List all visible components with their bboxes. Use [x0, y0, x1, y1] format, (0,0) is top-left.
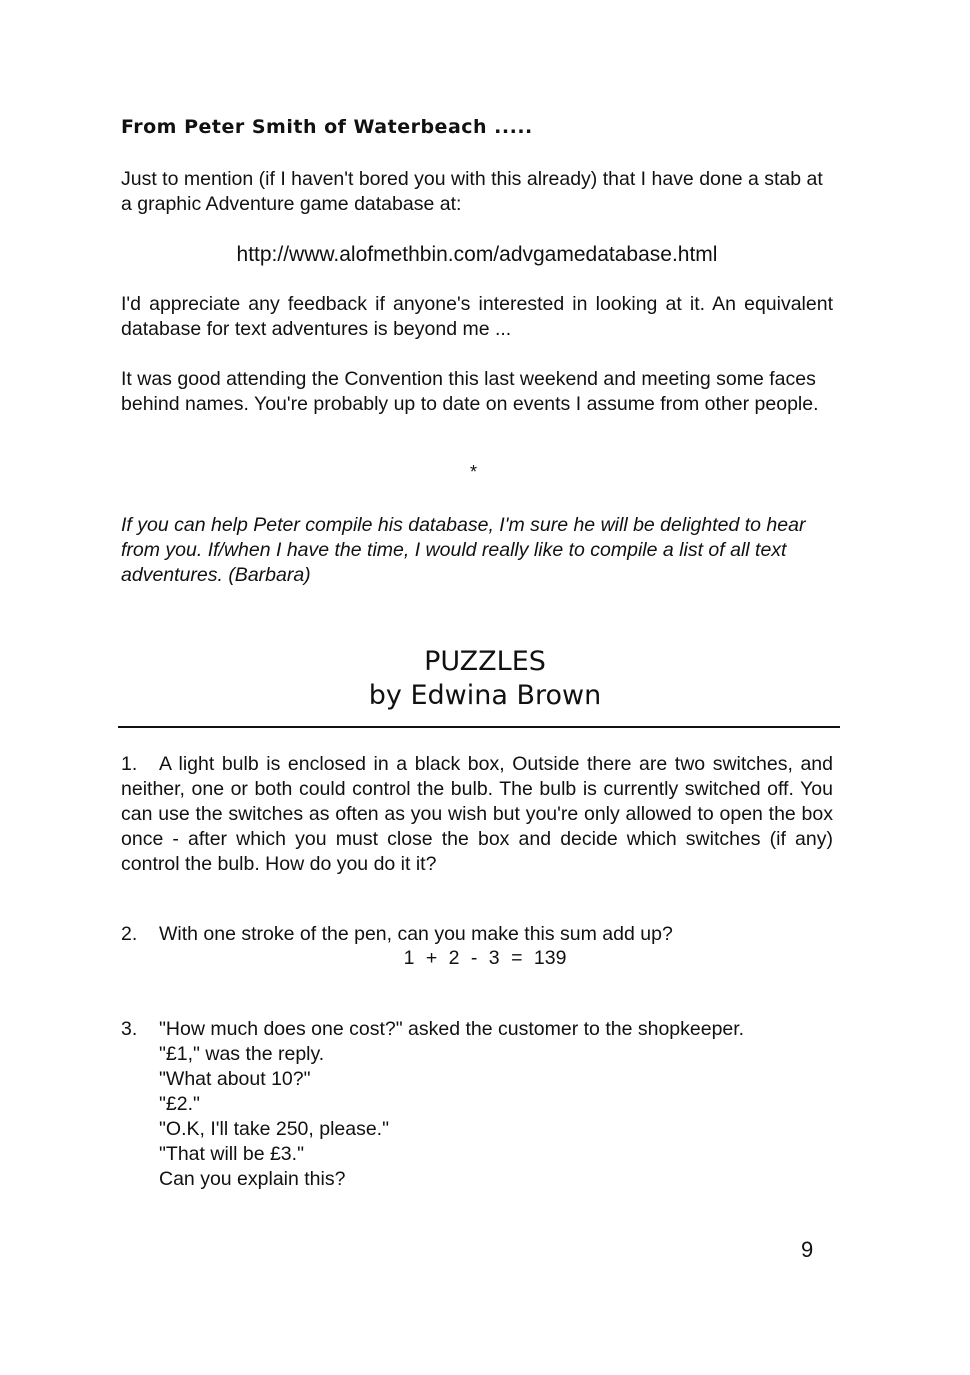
puzzle-3-line: "O.K, I'll take 250, please."	[159, 1118, 390, 1140]
section-divider	[118, 726, 840, 728]
puzzle-2-text: With one stroke of the pen, can you make this sum add up?	[159, 923, 673, 945]
puzzle-3-line: "That will be £3."	[159, 1143, 304, 1165]
puzzle-1-number: 1.	[121, 753, 138, 775]
letter-paragraph-3: It was good attending the Convention this last weekend and meeting some faces behind names. You're probably up to date on events I assume from other people.	[121, 368, 819, 415]
puzzles-title: PUZZLES	[424, 646, 546, 677]
separator-asterisk: *	[470, 462, 478, 482]
puzzle-3	[121, 1017, 833, 1042]
puzzle-1	[121, 752, 833, 877]
puzzle-3-line: "£1," was the reply.	[159, 1043, 325, 1065]
letter-paragraph-2: I'd appreciate any feedback if anyone's interested in looking at it. An equivalent database for text adventures is beyond me ...	[121, 293, 833, 340]
puzzle-1-text: A light bulb is enclosed in a black box, Outside there are two switches, and neither, one or both could control the bulb. The bulb is currently switched off. You can use the switches as often as you wish but you're only allowed to open the box once - after which you must close the box and decide which switches (if any) control the bulb. How do you do it it?	[121, 753, 833, 875]
puzzle-2-sum: 1 + 2 - 3 = 139	[403, 947, 567, 969]
puzzle-2-number: 2.	[121, 923, 138, 945]
page-number: 9	[801, 1237, 814, 1262]
letter-heading: From Peter Smith of Waterbeach .....	[121, 116, 533, 138]
puzzles-byline: by Edwina Brown	[368, 680, 602, 711]
puzzle-2	[121, 922, 833, 947]
puzzle-3-number: 3.	[121, 1018, 138, 1040]
editor-note: If you can help Peter compile his database, I'm sure he will be delighted to hear from you. If/when I have the time, I would really like to compile a list of all text adventures. (Barbara)	[121, 514, 806, 586]
puzzle-3-line: "How much does one cost?" asked the customer to the shopkeeper.	[159, 1018, 745, 1040]
puzzle-3-question: Can you explain this?	[159, 1168, 346, 1190]
puzzle-3-line: "£2."	[159, 1093, 200, 1115]
letter-paragraph-1: Just to mention (if I haven't bored you with this already) that I have done a stab at a graphic Adventure game database at:	[121, 168, 823, 215]
database-url: http://www.alofmethbin.com/advgamedatabase.html	[236, 243, 718, 266]
puzzle-3-line: "What about 10?"	[159, 1068, 311, 1090]
